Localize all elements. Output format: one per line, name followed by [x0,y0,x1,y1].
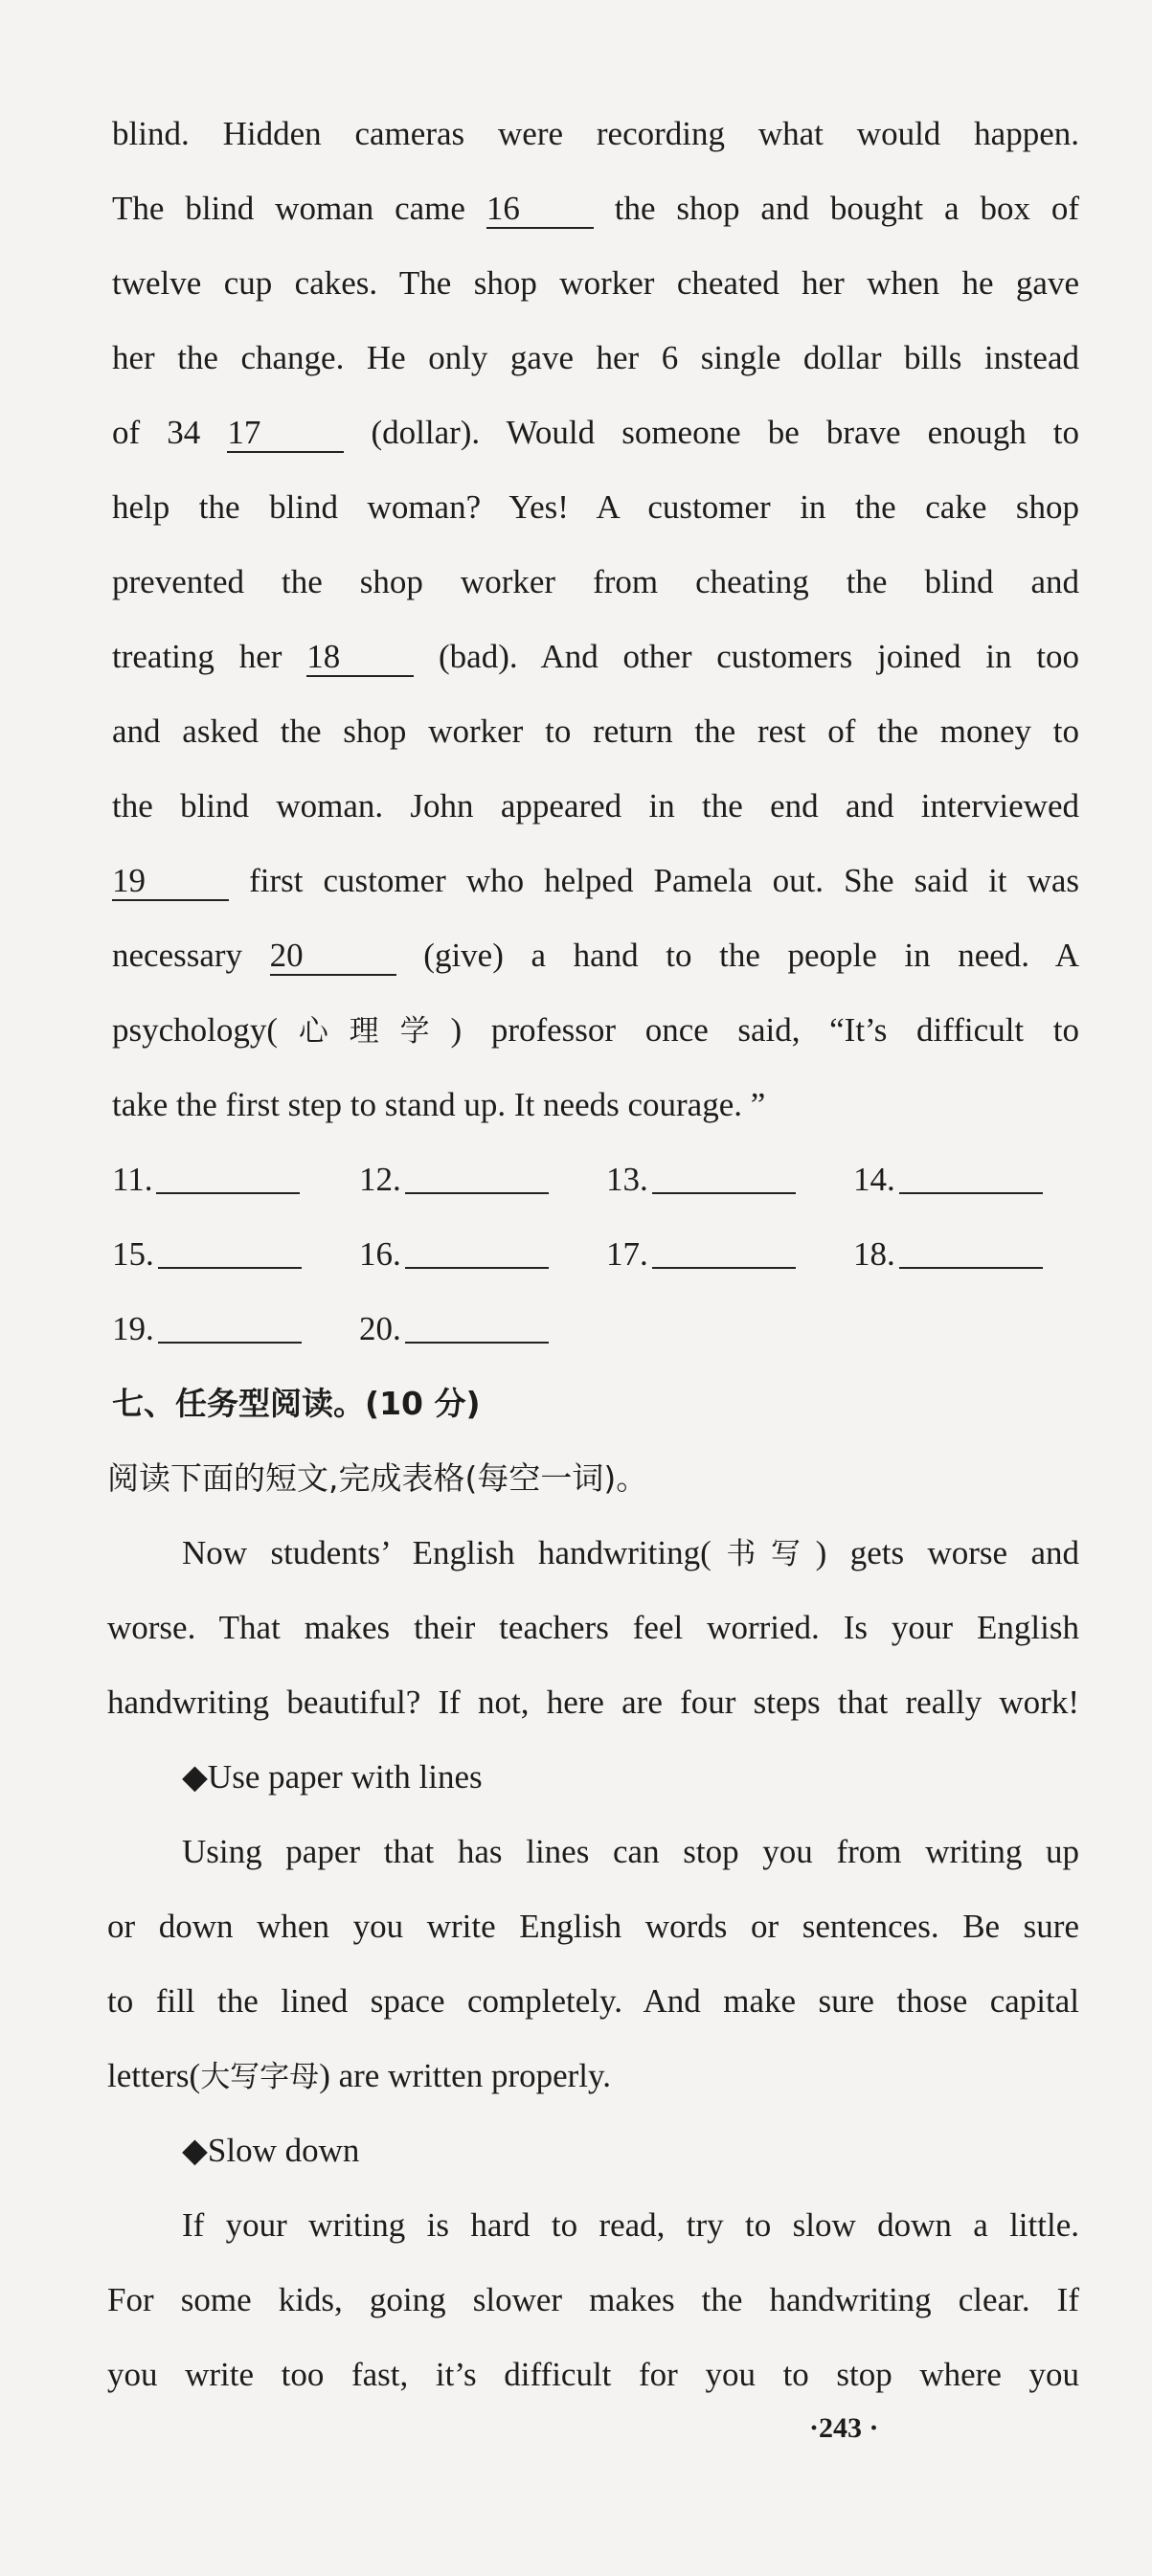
passage-line: The blind woman came 16 the shop and bought a box of [112,190,1079,227]
passage-line: handwriting beautiful? If not, here are four steps that really work! [107,1683,1079,1721]
answer-slot[interactable]: 18. [853,1233,1043,1276]
answer-slot[interactable]: 11. [112,1159,300,1201]
passage-line: psychology(心理学) professor once said, “It’s difficult to [112,1011,1079,1049]
answer-slot[interactable]: 15. [112,1233,302,1276]
subheading: ◆Use paper with lines [182,1758,483,1796]
answer-slot[interactable]: 20. [359,1308,549,1350]
answer-slot[interactable]: 19. [112,1308,302,1350]
answer-row [112,1233,1079,1276]
answer-slot[interactable]: 13. [606,1159,796,1201]
page-number: ·243 · [809,2412,879,2444]
passage-line: If your writing is hard to read, try to slow down a little. [182,2206,1079,2244]
passage-line: prevented the shop worker from cheating the blind and [112,563,1079,600]
answer-slot[interactable]: 16. [359,1233,549,1276]
blank-19[interactable]: 19 [112,863,229,901]
answer-row [112,1308,1079,1350]
passage-line: treating her 18 (bad). And other customers joined in too [112,638,1080,675]
passage-line: blind. Hidden cameras were recording what would happen. [112,115,1079,152]
passage-line: of 34 17 (dollar). Would someone be brave enough to [112,414,1080,451]
passage-line: the blind woman. John appeared in the end and interviewed [112,787,1079,825]
answer-slot[interactable]: 12. [359,1159,549,1201]
section-instruction: 阅读下面的短文,完成表格(每空一词)。 [107,1459,648,1497]
passage-line: worse. That makes their teachers feel worried. Is your English [107,1609,1079,1646]
passage-line: take the first step to stand up. It needs courage. ” [112,1086,766,1123]
passage-line: to fill the lined space completely. And make sure those capital [107,1982,1079,2020]
passage-line: you write too fast, it’s difficult for you to stop where you [107,2356,1079,2393]
passage-line: necessary 20 (give) a hand to the people in need. A [112,937,1080,974]
answer-slot[interactable]: 14. [853,1159,1043,1201]
blank-20[interactable]: 20 [270,938,396,976]
section-heading: 七、任务型阅读。(10 分) [112,1385,481,1422]
passage-line: help the blind woman? Yes! A customer in the cake shop [112,488,1079,526]
blank-17[interactable]: 17 [227,415,344,453]
passage-line: twelve cup cakes. The shop worker cheated her when he gave [112,264,1079,302]
blank-16[interactable]: 16 [486,191,594,229]
passage-line: and asked the shop worker to return the rest of the money to [112,712,1079,750]
passage-line: 19 first customer who helped Pamela out. She said it was [112,862,1080,899]
passage-line: letters(大写字母) are written properly. [107,2057,612,2094]
answer-slot[interactable]: 17. [606,1233,796,1276]
passage-line: Now students’ English handwriting(书写) gets worse and [182,1534,1079,1571]
subheading: ◆Slow down [182,2132,360,2169]
blank-18[interactable]: 18 [306,639,414,677]
answer-row [112,1159,1079,1201]
passage-line: her the change. He only gave her 6 single dollar bills instead [112,339,1079,376]
passage-line: Using paper that has lines can stop you from writing up [182,1833,1079,1870]
passage-line: or down when you write English words or sentences. Be sure [107,1908,1079,1945]
passage-line: For some kids, going slower makes the handwriting clear. If [107,2281,1079,2318]
